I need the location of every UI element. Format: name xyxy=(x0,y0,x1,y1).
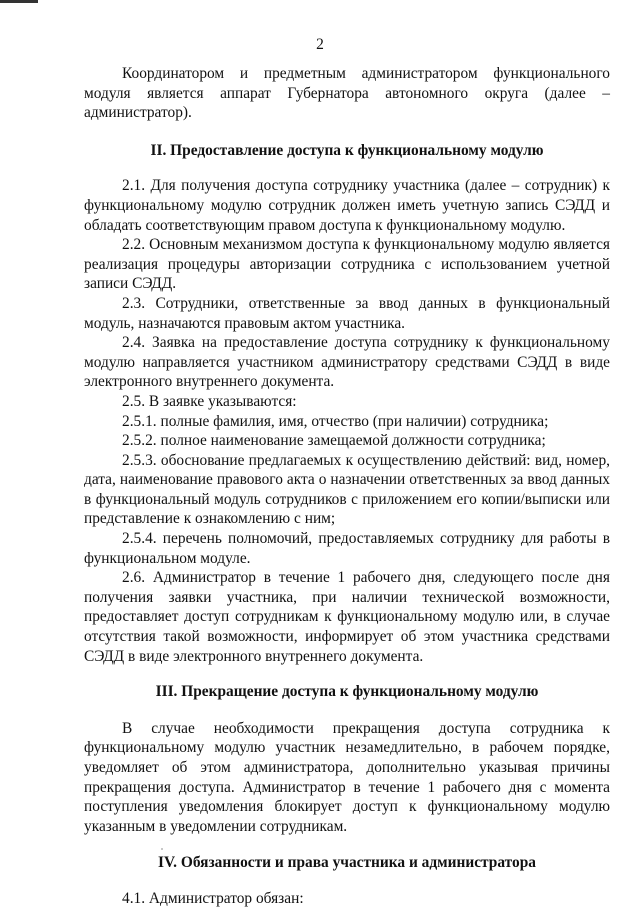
paragraph-4-1: 4.1. Администратор обязан: xyxy=(122,889,304,907)
paragraph-2-5-3: 2.5.3. обоснование предлагаемых к осуществлению действий: вид, номер, дата, наименование правового акта о назначении ответственных за ввод данных в функциональный модуль сотрудников с приложением его копии/выписки или представление к ознакомлению с ним; xyxy=(84,451,610,528)
page-number: 2 xyxy=(316,36,324,53)
paragraph-2-5-2: 2.5.2. полное наименование замещаемой должности сотрудника; xyxy=(122,432,546,450)
paragraph-3: В случае необходимости прекращения доступа сотрудника к функциональному модулю участник незамедлительно, в рабочем порядке, уведомляет об этом администратора, дополнительно указывая причины прекращения доступа. Администратор в течение 1 рабочего дня с момента поступления уведомления блокирует доступ к функциональному модулю указанным в уведомлении сотрудникам. xyxy=(84,719,610,835)
paragraph-2-5: 2.5. В заявке указываются: xyxy=(122,392,297,410)
scan-corner-mark xyxy=(0,0,38,3)
paragraph-2-2: 2.2. Основным механизмом доступа к функциональному модулю является реализация процедуры авторизации сотрудника с использованием учетной записи СЭДД. xyxy=(84,236,610,293)
section-3-heading: III. Прекращение доступа к функциональному модулю xyxy=(155,683,539,701)
section-2-heading: II. Предоставление доступа к функциональному модулю xyxy=(150,141,544,159)
paragraph-2-3: 2.3. Сотрудники, ответственные за ввод данных в функциональный модуль, назначаются правовым актом участника. xyxy=(84,294,610,332)
paragraph-2-4: 2.4. Заявка на предоставление доступа сотруднику к функциональному модулю направляется участником администратору средствами СЭДД в виде электронного внутреннего документа. xyxy=(84,334,610,391)
document-body xyxy=(84,64,610,909)
section-4-heading: IV. Обязанности и права участника и администратора xyxy=(158,854,536,872)
paragraph-2-1: 2.1. Для получения доступа сотруднику участника (далее – сотрудник) к функциональному модулю сотрудник должен иметь учетную запись СЭДД и обладать соответствующим правом доступа к функциональному модулю. xyxy=(84,177,610,234)
paragraph-2-5-1: 2.5.1. полные фамилия, имя, отчество (при наличии) сотрудника; xyxy=(122,412,549,430)
paragraph-2-6: 2.6. Администратор в течение 1 рабочего дня, следующего после дня получения заявки участника, при наличии технической возможности, предоставляет доступ сотрудникам к функциональному модулю или, в случае отсутствия такой возможности, информирует об этом участника средствами СЭДД в виде электронного внутреннего документа. xyxy=(84,569,610,665)
intro-paragraph: Координатором и предметным администратором функционального модуля является аппарат Губернатора автономного округа (далее – администратор). xyxy=(84,65,610,122)
scan-speck xyxy=(161,848,163,850)
paragraph-2-5-4: 2.5.4. перечень полномочий, предоставляемых сотруднику для работы в функциональном модуле. xyxy=(84,530,610,567)
